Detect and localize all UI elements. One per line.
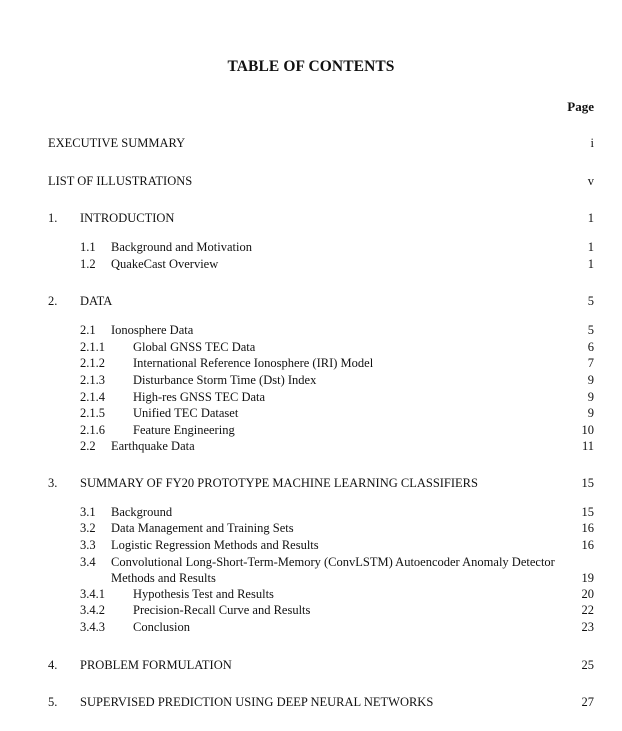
toc-entry-text: High-res GNSS TEC Data: [133, 390, 266, 404]
toc-entry-text: SUPERVISED PREDICTION USING DEEP NEURAL NETWORKS: [80, 695, 434, 709]
toc-entry-page: 27: [581, 695, 594, 709]
toc-entry-number: 3.3: [80, 538, 96, 552]
toc-entry-page: 15: [581, 505, 594, 519]
toc-title: TABLE OF CONTENTS: [227, 58, 395, 75]
toc-entry-text: Background: [111, 505, 173, 519]
toc-entry-page: 25: [581, 658, 594, 672]
toc-entry[interactable]: [0, 504, 622, 521]
toc-entry[interactable]: [0, 173, 622, 190]
toc-entry[interactable]: [0, 355, 622, 372]
toc-entry[interactable]: [0, 694, 622, 711]
toc-entry-page: 15: [581, 476, 594, 490]
toc-entry-page: 5: [587, 323, 594, 337]
toc-entry[interactable]: [0, 619, 622, 636]
toc-entry-page: 1: [587, 257, 594, 271]
toc-entry-text: Convolutional Long-Short-Term-Memory (ConvLSTM) Autoencoder Anomaly Detector: [111, 555, 555, 569]
toc-entry-page: 11: [581, 439, 594, 453]
toc-entry-number: 1.: [48, 211, 58, 225]
toc-entry-number: 3.1: [80, 505, 96, 519]
toc-entry-text: Hypothesis Test and Results: [133, 587, 274, 601]
toc-entry-number: 2.1: [80, 323, 96, 337]
toc-entry[interactable]: [0, 586, 622, 603]
toc-entry-page: v: [587, 174, 594, 188]
toc-entry[interactable]: [0, 422, 622, 439]
toc-entry-number: 2.1.1: [80, 340, 105, 354]
toc-entry-number: 2.2: [80, 439, 96, 453]
toc-entry-number: 3.4.3: [80, 620, 105, 634]
toc-entry-page: 9: [587, 373, 594, 387]
toc-entry-page: 7: [587, 356, 594, 370]
toc-entry[interactable]: [0, 520, 622, 537]
toc-entry[interactable]: [0, 322, 622, 339]
toc-entry[interactable]: [0, 537, 622, 554]
toc-entry-continuation[interactable]: [0, 570, 622, 587]
toc-entry-number: 3.: [48, 476, 58, 490]
toc-entry-number: 1.1: [80, 240, 96, 254]
toc-entry-page: 1: [587, 211, 594, 225]
toc-entry-page: 16: [581, 538, 594, 552]
toc-entry[interactable]: [0, 657, 622, 674]
toc-entry-page: 10: [581, 423, 594, 437]
toc-entry[interactable]: [0, 405, 622, 422]
toc-entry-page: 9: [587, 390, 594, 404]
toc-entry-text: DATA: [80, 294, 113, 308]
toc-entry-number: 2.1.3: [80, 373, 105, 387]
toc-entry-text: Logistic Regression Methods and Results: [111, 538, 319, 552]
toc-entry-number: 3.4.1: [80, 587, 105, 601]
toc-entry-text: Methods and Results: [111, 571, 216, 585]
toc-entry-number: 4.: [48, 658, 58, 672]
toc-entry-number: 3.4: [80, 555, 96, 569]
toc-entry[interactable]: [0, 339, 622, 356]
toc-entry-page: 22: [581, 603, 594, 617]
toc-entry[interactable]: [0, 438, 622, 455]
toc-entry-text: SUMMARY OF FY20 PROTOTYPE MACHINE LEARNING CLASSIFIERS: [80, 476, 478, 490]
toc-entry-number: 2.1.5: [80, 406, 105, 420]
toc-entry-page: 1: [587, 240, 594, 254]
toc-entry-text: PROBLEM FORMULATION: [80, 658, 232, 672]
toc-entry-text: EXECUTIVE SUMMARY: [48, 136, 186, 150]
toc-entry-text: Conclusion: [133, 620, 190, 634]
toc-entry[interactable]: [0, 389, 622, 406]
toc-entry-text: INTRODUCTION: [80, 211, 175, 225]
toc-entry-number: 2.1.6: [80, 423, 105, 437]
toc-entry[interactable]: [0, 602, 622, 619]
toc-entry[interactable]: [0, 554, 622, 571]
toc-entry[interactable]: [0, 293, 622, 310]
toc-entry-page: 9: [587, 406, 594, 420]
toc-entry-text: Precision-Recall Curve and Results: [133, 603, 311, 617]
toc-entry[interactable]: [0, 256, 622, 273]
toc-entry-text: Disturbance Storm Time (Dst) Index: [133, 373, 317, 387]
toc-entry-page: 6: [587, 340, 594, 354]
toc-entry-text: Ionosphere Data: [111, 323, 194, 337]
toc-entry[interactable]: [0, 135, 622, 152]
toc-entry-number: 2.1.2: [80, 356, 105, 370]
toc-entry-number: 3.2: [80, 521, 96, 535]
toc-entry[interactable]: [0, 210, 622, 227]
toc-entry-text: Feature Engineering: [133, 423, 235, 437]
toc-entry[interactable]: [0, 372, 622, 389]
toc-entry-page: 16: [581, 521, 594, 535]
toc-entry-text: Earthquake Data: [111, 439, 195, 453]
toc-entry-text: QuakeCast Overview: [111, 257, 219, 271]
toc-entry-page: 5: [587, 294, 594, 308]
toc-entry-text: Unified TEC Dataset: [133, 406, 239, 420]
toc-entry-page: 20: [581, 587, 594, 601]
toc-entry-page: i: [590, 136, 594, 150]
toc-entry-page: 19: [581, 571, 594, 585]
page-column-header: Page: [567, 99, 594, 114]
toc-entry[interactable]: [0, 239, 622, 256]
toc-entry-text: LIST OF ILLUSTRATIONS: [48, 174, 193, 188]
toc-entry-number: 1.2: [80, 257, 96, 271]
toc-entry-number: 3.4.2: [80, 603, 105, 617]
toc-entry[interactable]: [0, 475, 622, 492]
toc-entry-text: Background and Motivation: [111, 240, 252, 254]
toc-entry-number: 5.: [48, 695, 58, 709]
toc-entry-number: 2.: [48, 294, 58, 308]
toc-entry-text: Global GNSS TEC Data: [133, 340, 256, 354]
toc-entry-number: 2.1.4: [80, 390, 105, 404]
toc-entry-page: 23: [581, 620, 594, 634]
toc-entry-text: International Reference Ionosphere (IRI) Model: [133, 356, 374, 370]
toc-entry-text: Data Management and Training Sets: [111, 521, 294, 535]
